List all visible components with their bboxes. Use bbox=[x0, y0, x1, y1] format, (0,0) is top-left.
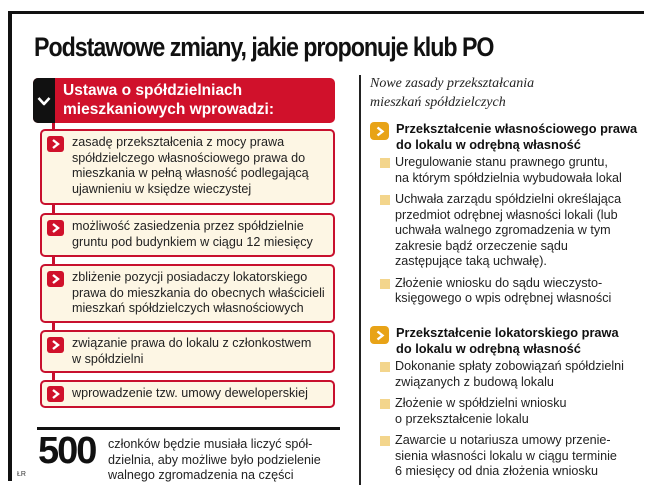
law-item-line: ujawnieniu w księdze wieczystej bbox=[72, 181, 252, 196]
law-item-line: mieszkań spółdzielczych własnościowych bbox=[72, 301, 304, 316]
requirement-line: Złożenie wniosku do sądu wieczysto- bbox=[395, 275, 603, 290]
requirement-line: o przekształcenie lokalu bbox=[395, 411, 529, 426]
requirement-line: księgowego o wpis odrębnej własności bbox=[395, 291, 612, 305]
requirement-line: sienia własności lokalu w ciągu terminie bbox=[395, 448, 617, 463]
law-header-box bbox=[33, 78, 335, 123]
requirement-list bbox=[380, 359, 645, 480]
requirement-line: Dokonanie spłaty zobowiązań spółdzielni bbox=[395, 359, 624, 373]
chevron-right-icon bbox=[370, 122, 389, 140]
chevron-right-icon bbox=[47, 136, 64, 152]
top-rule bbox=[8, 11, 644, 14]
law-item bbox=[40, 129, 335, 205]
requirement-item bbox=[380, 192, 645, 270]
chevron-right-icon bbox=[370, 326, 389, 344]
right-title-line: Nowe zasady przekształcania bbox=[370, 76, 535, 91]
requirement-item bbox=[380, 155, 645, 186]
section-heading bbox=[370, 325, 645, 356]
bullet-square-icon bbox=[380, 195, 390, 205]
requirement-line: związanych z budową lokalu bbox=[395, 374, 554, 389]
requirement-item bbox=[380, 359, 645, 390]
fact-line: dzielnia, aby możliwe było podzielenie bbox=[108, 452, 321, 467]
law-item-line: prawa do mieszkania do obecnych właścicieli bbox=[72, 285, 325, 300]
requirement-list bbox=[380, 155, 645, 307]
law-item-line: zasadę przekształcenia z mocy prawa bbox=[72, 135, 285, 149]
requirement-line: Złożenie w spółdzielni wniosku bbox=[395, 396, 567, 410]
law-item-line: wprowadzenie tzw. umowy deweloperskiej bbox=[72, 386, 308, 400]
column-divider bbox=[359, 75, 361, 485]
law-item-line: w spółdzielni bbox=[72, 351, 144, 366]
law-header-title bbox=[63, 81, 274, 119]
requirement-line: uchwała walnego zgromadzenia w tym bbox=[395, 223, 611, 237]
page-title: Podstawowe zmiany, jakie proponuje klub PO bbox=[34, 32, 494, 62]
bullet-square-icon bbox=[380, 399, 390, 409]
fact-line: członków będzie musiała liczyć spół- bbox=[108, 437, 313, 451]
bullet-square-icon bbox=[380, 279, 390, 289]
requirement-line: Uchwała zarządu spółdzielni określająca bbox=[395, 192, 622, 206]
left-frame-bar bbox=[8, 11, 12, 481]
fact-description bbox=[108, 437, 338, 484]
law-item-line: mieszkania w pełną własność podlegającą bbox=[72, 166, 309, 181]
author-credit: ŁR bbox=[17, 471, 26, 478]
fact-number: 500 bbox=[38, 430, 96, 472]
bullet-square-icon bbox=[380, 158, 390, 168]
law-item-line: zbliżenie pozycji posiadaczy lokatorskiego bbox=[72, 270, 308, 284]
right-section-ownership bbox=[370, 121, 645, 313]
chevron-down-icon bbox=[33, 78, 55, 123]
requirement-line: na którym spółdzielnia wybudowała lokal bbox=[395, 170, 622, 185]
bullet-square-icon bbox=[380, 436, 390, 446]
law-item bbox=[40, 213, 335, 257]
bullet-square-icon bbox=[380, 362, 390, 372]
right-title-line: mieszkań spółdzielczych bbox=[370, 95, 506, 110]
chevron-right-icon bbox=[47, 386, 64, 402]
requirement-item bbox=[380, 276, 645, 307]
law-item bbox=[40, 330, 335, 373]
requirement-item bbox=[380, 396, 645, 427]
requirement-line: 6 miesięcy od dnia złożenia wniosku bbox=[395, 464, 599, 478]
requirement-line: Uregulowanie stanu prawnego gruntu, bbox=[395, 155, 608, 169]
requirement-line: zakresie bądź orzeczenie sądu bbox=[395, 238, 568, 253]
chevron-right-icon bbox=[47, 271, 64, 287]
chevron-right-icon bbox=[47, 220, 64, 236]
requirement-item bbox=[380, 433, 645, 480]
requirement-line: przedmiot odrębnej własności lokali (lub bbox=[395, 207, 618, 222]
law-item-line: związanie prawa do lokalu z członkostwem bbox=[72, 336, 312, 350]
section-heading-line: do lokalu w odrębną własność bbox=[396, 340, 581, 356]
right-column-title bbox=[370, 74, 534, 112]
section-heading-line: Przekształcenie lokatorskiego prawa bbox=[396, 325, 619, 340]
law-header-line: Ustawa o spółdzielniach bbox=[63, 82, 243, 99]
law-item bbox=[40, 264, 335, 323]
chevron-right-icon bbox=[47, 337, 64, 353]
law-item-line: spółdzielczego własnościowego prawa do bbox=[72, 150, 306, 165]
requirement-line: Zawarcie u notariusza umowy przenie- bbox=[395, 433, 611, 447]
section-heading-line: Przekształcenie własnościowego prawa bbox=[396, 121, 638, 136]
fact-line: walnego zgromadzenia na części bbox=[108, 468, 294, 482]
law-header-line: mieszkaniowych wprowadzi: bbox=[63, 101, 275, 118]
law-item-line: możliwość zasiedzenia przez spółdzielnie bbox=[72, 219, 304, 233]
section-heading bbox=[370, 121, 645, 152]
right-section-tenant bbox=[370, 325, 645, 486]
section-heading-line: do lokalu w odrębną własność bbox=[396, 136, 581, 152]
law-item-line: gruntu pod budynkiem w ciągu 12 miesięcy bbox=[72, 234, 313, 249]
law-item bbox=[40, 380, 335, 408]
requirement-line: zastępujące taką uchwałę). bbox=[395, 254, 547, 268]
